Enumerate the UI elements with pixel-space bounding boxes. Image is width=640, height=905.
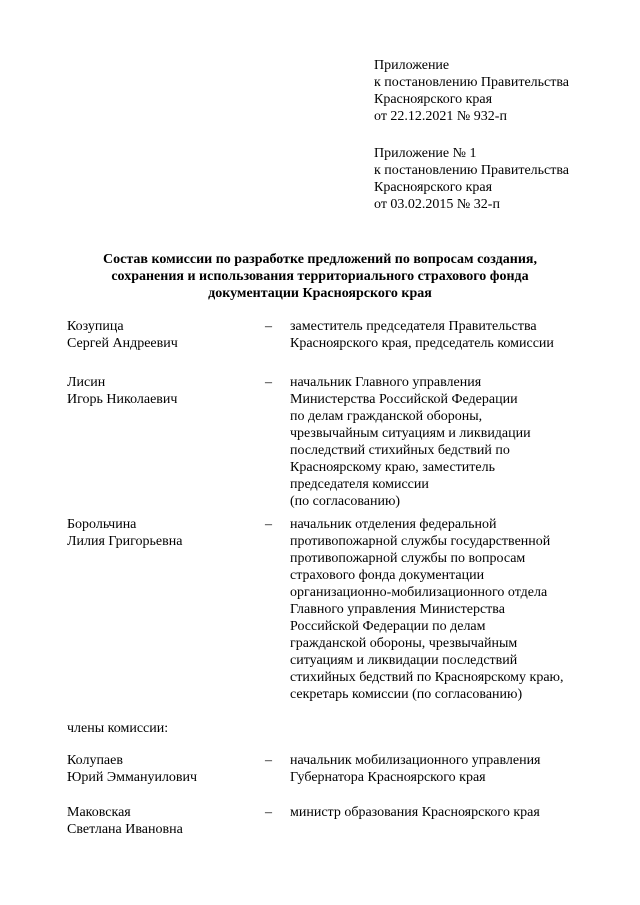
role-line: стихийных бедствий по Красноярскому краю, [290,670,564,685]
member-given-names: Юрий Эммануилович [67,770,198,785]
role-line: ситуациям и ликвидации последствий [290,653,518,668]
dash-separator: – [265,805,272,820]
member-name [67,318,178,352]
member-role [290,374,531,510]
member-surname: Борольчина [67,517,137,532]
member-name [67,804,183,838]
role-line: (по согласованию) [290,494,401,509]
appendix-line: от 22.12.2021 № 932-п [374,109,507,124]
appendix-line: Приложение № 1 [374,146,477,161]
member-surname: Лисин [67,375,106,390]
member-given-names: Лилия Григорьевна [67,534,183,549]
document-title [0,251,640,302]
role-line: страхового фонда документации [290,568,485,583]
title-line: документации Красноярского края [208,286,432,301]
appendix-line: к постановлению Правительства [374,75,570,90]
role-line: противопожарной службы по вопросам [290,551,526,566]
member-surname: Колупаев [67,753,123,768]
dash-separator: – [265,517,272,532]
member-given-names: Светлана Ивановна [67,822,183,837]
role-line: Министерства Российской Федерации [290,392,518,407]
role-line: последствий стихийных бедствий по [290,443,510,458]
role-line: министр образования Красноярского края [290,805,540,820]
member-name [67,752,197,786]
dash-separator: – [265,319,272,334]
dash-separator: – [265,375,272,390]
appendix-line: Приложение [374,58,450,73]
title-line: Состав комиссии по разработке предложений по вопросам создания, [103,252,537,267]
role-line: Красноярского края, председатель комиссии [290,336,554,351]
role-line: организационно-мобилизационного отдела [290,585,548,600]
role-line: Губернатора Красноярского края [290,770,486,785]
member-name [67,516,182,550]
role-line: чрезвычайным ситуациям и ликвидации [290,426,531,441]
member-name [67,374,177,408]
role-line: Красноярскому краю, заместитель [290,460,495,475]
member-role [290,804,540,821]
role-line: противопожарной службы государственной [290,534,551,549]
role-line: начальник Главного управления [290,375,482,390]
dash-separator: – [265,753,272,768]
member-surname: Козупица [67,319,124,334]
role-line: секретарь комиссии (по согласованию) [290,687,523,702]
members-section-label: члены комиссии: [67,721,169,736]
role-line: по делам гражданской обороны, [290,409,483,424]
appendix-line: к постановлению Правительства [374,163,570,178]
role-line: председателя комиссии [290,477,429,492]
member-role [290,752,541,786]
member-role [290,318,554,352]
appendix-line: от 03.02.2015 № 32-п [374,197,500,212]
role-line: гражданской обороны, чрезвычайным [290,636,518,651]
appendix-line: Красноярского края [374,92,493,107]
member-given-names: Игорь Николаевич [67,392,178,407]
member-role [290,516,564,703]
appendix-header-original [374,145,569,213]
role-line: начальник отделения федеральной [290,517,497,532]
appendix-line: Красноярского края [374,180,493,195]
title-line: сохранения и использования территориального страхового фонда [111,269,529,284]
member-surname: Маковская [67,805,131,820]
role-line: Главного управления Министерства [290,602,505,617]
role-line: Российской Федерации по делам [290,619,486,634]
role-line: начальник мобилизационного управления [290,753,541,768]
role-line: заместитель председателя Правительства [290,319,537,334]
member-given-names: Сергей Андреевич [67,336,178,351]
appendix-header-current [374,57,569,125]
